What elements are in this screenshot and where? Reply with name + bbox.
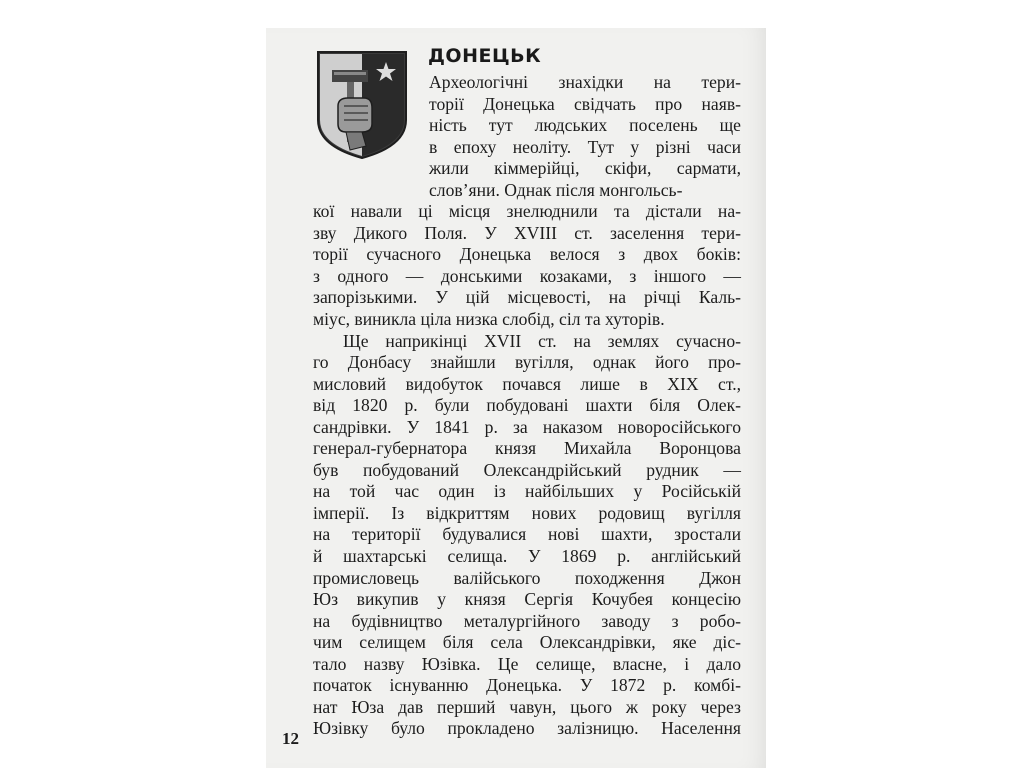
text-line: Юзівку було прокладено залізницю. Населення <box>313 718 741 739</box>
text-line: Археологічні знахідки на тери- <box>429 72 741 92</box>
text-line: на території будувалися нові шахти, зростали <box>313 524 741 545</box>
text-line: сандрівки. У 1841 р. за наказом новоросійського <box>313 416 741 437</box>
text-line: Ще наприкінці XVII ст. на землях сучасно- <box>343 330 741 351</box>
text-line: Юз викупив у князя Сергія Кочубея концесію <box>313 589 741 610</box>
text-line: го Донбасу знайшли вугілля, однак його про- <box>313 352 741 373</box>
text-line: міус, виникла ціла низка слобід, сіл та хуторів. <box>313 309 665 330</box>
text-line: в епоху неоліту. Тут у різні часи <box>429 136 741 157</box>
text-line: зву Дикого Поля. У XVIII ст. заселення тери- <box>313 222 741 243</box>
text-line: торії Донецька свідчать про наяв- <box>429 93 741 114</box>
text-line: з одного — донськими козаками, з іншого — <box>313 265 741 286</box>
text-line: від 1820 р. були побудовані шахти біля Олек- <box>313 395 741 416</box>
text-line: імперії. Із відкриттям нових родовищ вугілля <box>313 502 741 523</box>
text-line: запорізькими. У цій місцевості, на річці Каль- <box>313 287 741 308</box>
text-line: мисловий видобуток почався лише в XIX ст., <box>313 373 741 394</box>
text-line: генерал-губернатора князя Михайла Воронцова <box>313 438 741 459</box>
text-line: на той час один із найбільших у Російській <box>313 481 741 502</box>
text-line: чим селищем біля села Олександрівки, яке діс- <box>313 632 741 653</box>
body-text <box>313 72 741 740</box>
text-line: торії сучасного Донецька велося з двох боків: <box>313 244 741 265</box>
text-line: кої навали ці місця знелюднили та дістали на- <box>313 201 741 222</box>
text-line: на будівництво металургійного заводу з робо- <box>313 610 741 631</box>
text-line: був побудований Олександрійський рудник — <box>313 459 741 480</box>
text-line: тало назву Юзівка. Це селище, власне, і дало <box>313 653 741 674</box>
text-line: промисловець валійського походження Джон <box>313 567 741 588</box>
section-heading: ДОНЕЦЬК <box>428 45 542 67</box>
page-number: 12 <box>282 729 299 748</box>
text-line: слов’яни. Однак після монгольсь- <box>429 179 683 200</box>
text-line: жили кіммерійці, скіфи, сармати, <box>429 158 741 179</box>
text-line: ність тут людських поселень ще <box>429 115 741 136</box>
text-line: й шахтарські селища. У 1869 р. англійський <box>313 546 741 567</box>
text-line: нат Юза дав перший чавун, цього ж року через <box>313 696 741 717</box>
text-line: початок існуванню Донецька. У 1872 р. комбі- <box>313 675 741 696</box>
